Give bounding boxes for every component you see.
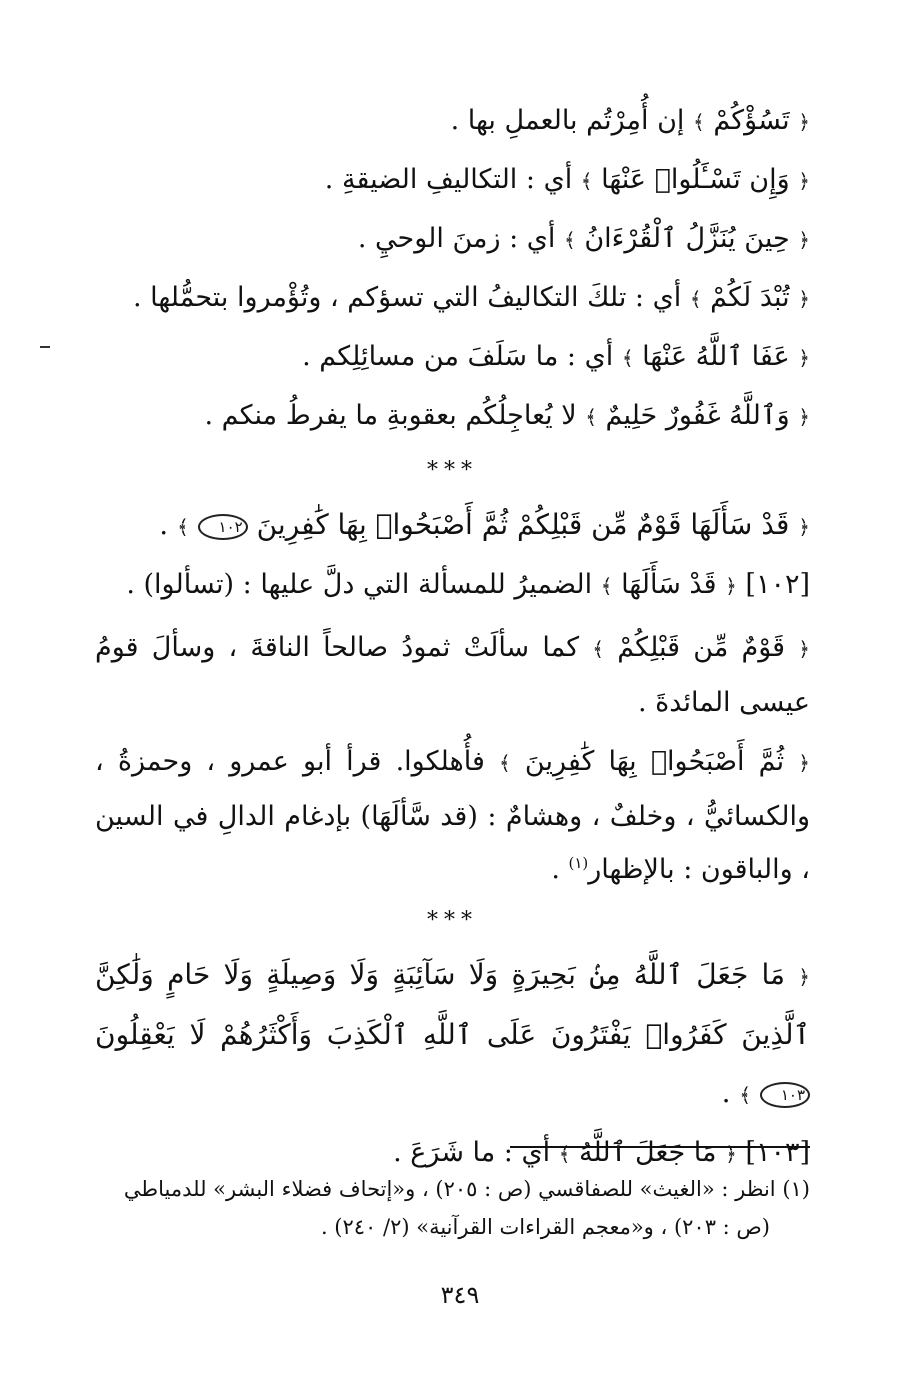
explanation-paragraph: ﴿ قَوْمٌ مِّن قَبْلِكُمْ ﴾ كما سألَتْ ثمودُ صالحاً الناقةَ ، وسألَ قومُ عيسى المائدةَ .: [95, 632, 810, 718]
quran-verse-103: ﴿ مَا جَعَلَ ٱللَّهُ مِنۢ بَحِيرَةٍ وَلَا سَآئِبَةٍ وَلَا وَصِيلَةٍ وَلَا حَامٍ وَلَٰكِنَّ ٱلَّذِينَ كَفَرُوا۟ يَفْتَرُونَ عَلَى ٱللَّهِ ٱلْكَذِبَ وَأَكْثَرُهُمْ لَا يَعْقِلُونَ ١٠٣ ﴾ .: [95, 958, 810, 1109]
quran-term: حِينَ يُنَزَّلُ ٱلْقُرْءَانُ: [584, 223, 790, 254]
verse-ref: ١٠٢: [755, 569, 800, 600]
explanation-text: كما سألَتْ ثمودُ صالحاً الناقةَ ، وسألَ قومُ عيسى المائدةَ .: [95, 632, 810, 718]
footnote-divider: [510, 1146, 810, 1148]
gloss-line: ﴿ عَفَا ٱللَّهُ عَنْهَا ﴾ أي : ما سَلَفَ من مسائِلِكم .: [302, 341, 810, 372]
gloss-line: ﴿ تَسُؤْكُمْ ﴾ إن أُمِرْتُم بالعملِ بها .: [450, 105, 810, 136]
quran-term: قَدْ سَأَلَهَا: [621, 569, 717, 600]
gloss-text: لا يُعاجِلُكُم بعقوبةِ ما يفرطُ منكم .: [204, 400, 577, 431]
footnote-text: انظر : «الغيث» للصفاقسي (ص : ٢٠٥) ، و«إتحاف فضلاء البشر» للدمياطي: [123, 1177, 776, 1201]
verse-text: مَا جَعَلَ ٱللَّهُ مِنۢ بَحِيرَةٍ وَلَا سَآئِبَةٍ وَلَا وَصِيلَةٍ وَلَا حَامٍ وَلَٰكِنَّ ٱلَّذِينَ كَفَرُوا۟ يَفْتَرُونَ عَلَى ٱللَّهِ ٱلْكَذِبَ وَأَكْثَرُهُمْ لَا يَعْقِلُونَ: [95, 958, 810, 1051]
page-number: ٣٤٩: [440, 1281, 480, 1309]
footnote-line: [95, 1208, 810, 1246]
ayah-number-badge: ١٠٣: [760, 1082, 810, 1108]
explanation-text: الضميرُ للمسألة التي دلَّ عليها : (تسألوا) .: [126, 569, 593, 600]
margin-mark: [40, 346, 50, 348]
footnote-line: [95, 1170, 810, 1208]
gloss-text: أي : زمنَ الوحيِ .: [357, 223, 556, 254]
explanation-102-line: [١٠٢] ﴿ قَدْ سَأَلَهَا ﴾ الضميرُ للمسألة التي دلَّ عليها : (تسألوا) .: [126, 569, 810, 600]
quran-term: ثُمَّ أَصْبَحُوا۟ بِهَا كَٰفِرِينَ: [524, 746, 785, 777]
quran-term: مَا جَعَلَ ٱللَّهُ: [579, 1137, 717, 1168]
gloss-text: أي : ما سَلَفَ من مسائِلِكم .: [302, 341, 614, 372]
gloss-text: إن أُمِرْتُم بالعملِ بها .: [450, 105, 685, 136]
footnote: [95, 1170, 810, 1246]
section-separator: ***: [427, 458, 478, 483]
explanation-103-line: [١٠٣] ﴿ مَا جَعَلَ ٱللَّهُ ﴾ أي : ما شَرَعَ .: [393, 1137, 810, 1168]
footnote-text: (ص : ٢٠٣) ، و«معجم القراءات القرآنية» (٢/ ٢٤٠) .: [320, 1215, 770, 1239]
verse-text: قَدْ سَأَلَهَا قَوْمٌ مِّن قَبْلِكُمْ ثُمَّ أَصْبَحُوا۟ بِهَا كَٰفِرِينَ: [256, 508, 790, 541]
section-separator: ***: [427, 908, 478, 933]
explanation-text: فأُهلكوا. قرأ أبو عمرو ، وحمزةُ ، والكسائيُّ ، وخلفٌ ، وهشامٌ : (قد سَّألَهَا) بإدغام الدالِ في السين ، والباقون : بالإظهار: [95, 746, 810, 885]
gloss-text: أي : تلكَ التكاليفُ التي تسؤكم ، وتُؤْمروا بتحمُّلها .: [132, 282, 682, 313]
quran-term: قَوْمٌ مِّن قَبْلِكُمْ: [617, 632, 786, 663]
gloss-line: ﴿ حِينَ يُنَزَّلُ ٱلْقُرْءَانُ ﴾ أي : زمنَ الوحيِ .: [357, 223, 810, 254]
quran-verse-102: ﴿ قَدْ سَأَلَهَا قَوْمٌ مِّن قَبْلِكُمْ ثُمَّ أَصْبَحُوا۟ بِهَا كَٰفِرِينَ ١٠٢ ﴾ .: [159, 508, 810, 541]
explanation-text: أي : ما شَرَعَ .: [393, 1137, 551, 1168]
footnote-number: (١): [782, 1177, 810, 1201]
verse-ref: ١٠٣: [755, 1137, 800, 1168]
quran-term: وَٱللَّهُ غَفُورٌ حَلِيمٌ: [605, 400, 790, 431]
quran-term: تُبْدَ لَكُمْ: [710, 282, 790, 313]
quran-term: عَفَا ٱللَّهُ عَنْهَا: [642, 341, 790, 372]
quran-term: وَإِن تَسْـَٔلُوا۟ عَنْهَا: [601, 164, 790, 195]
explanation-paragraph: ﴿ ثُمَّ أَصْبَحُوا۟ بِهَا كَٰفِرِينَ ﴾ فأُهلكوا. قرأ أبو عمرو ، وحمزةُ ، والكسائيُّ ، وخلفٌ ، وهشامٌ : (قد سَّألَهَا) بإدغام الدالِ في السين ، والباقون : بالإظهار$^{(١)}$ .: [95, 746, 811, 885]
ayah-number-badge: ١٠٢: [198, 514, 248, 540]
gloss-line: ﴿ وَإِن تَسْـَٔلُوا۟ عَنْهَا ﴾ أي : التكاليفِ الضيقةِ .: [324, 164, 810, 195]
gloss-text: أي : التكاليفِ الضيقةِ .: [324, 164, 573, 195]
quran-term: تَسُؤْكُمْ: [713, 105, 790, 136]
page-body: [95, 92, 810, 1183]
gloss-line: ﴿ وَٱللَّهُ غَفُورٌ حَلِيمٌ ﴾ لا يُعاجِلُكُم بعقوبةِ ما يفرطُ منكم .: [204, 400, 810, 431]
gloss-line: ﴿ تُبْدَ لَكُمْ ﴾ أي : تلكَ التكاليفُ التي تسؤكم ، وتُؤْمروا بتحمُّلها .: [132, 282, 810, 313]
footnote-marker[interactable]: (١): [568, 854, 589, 872]
